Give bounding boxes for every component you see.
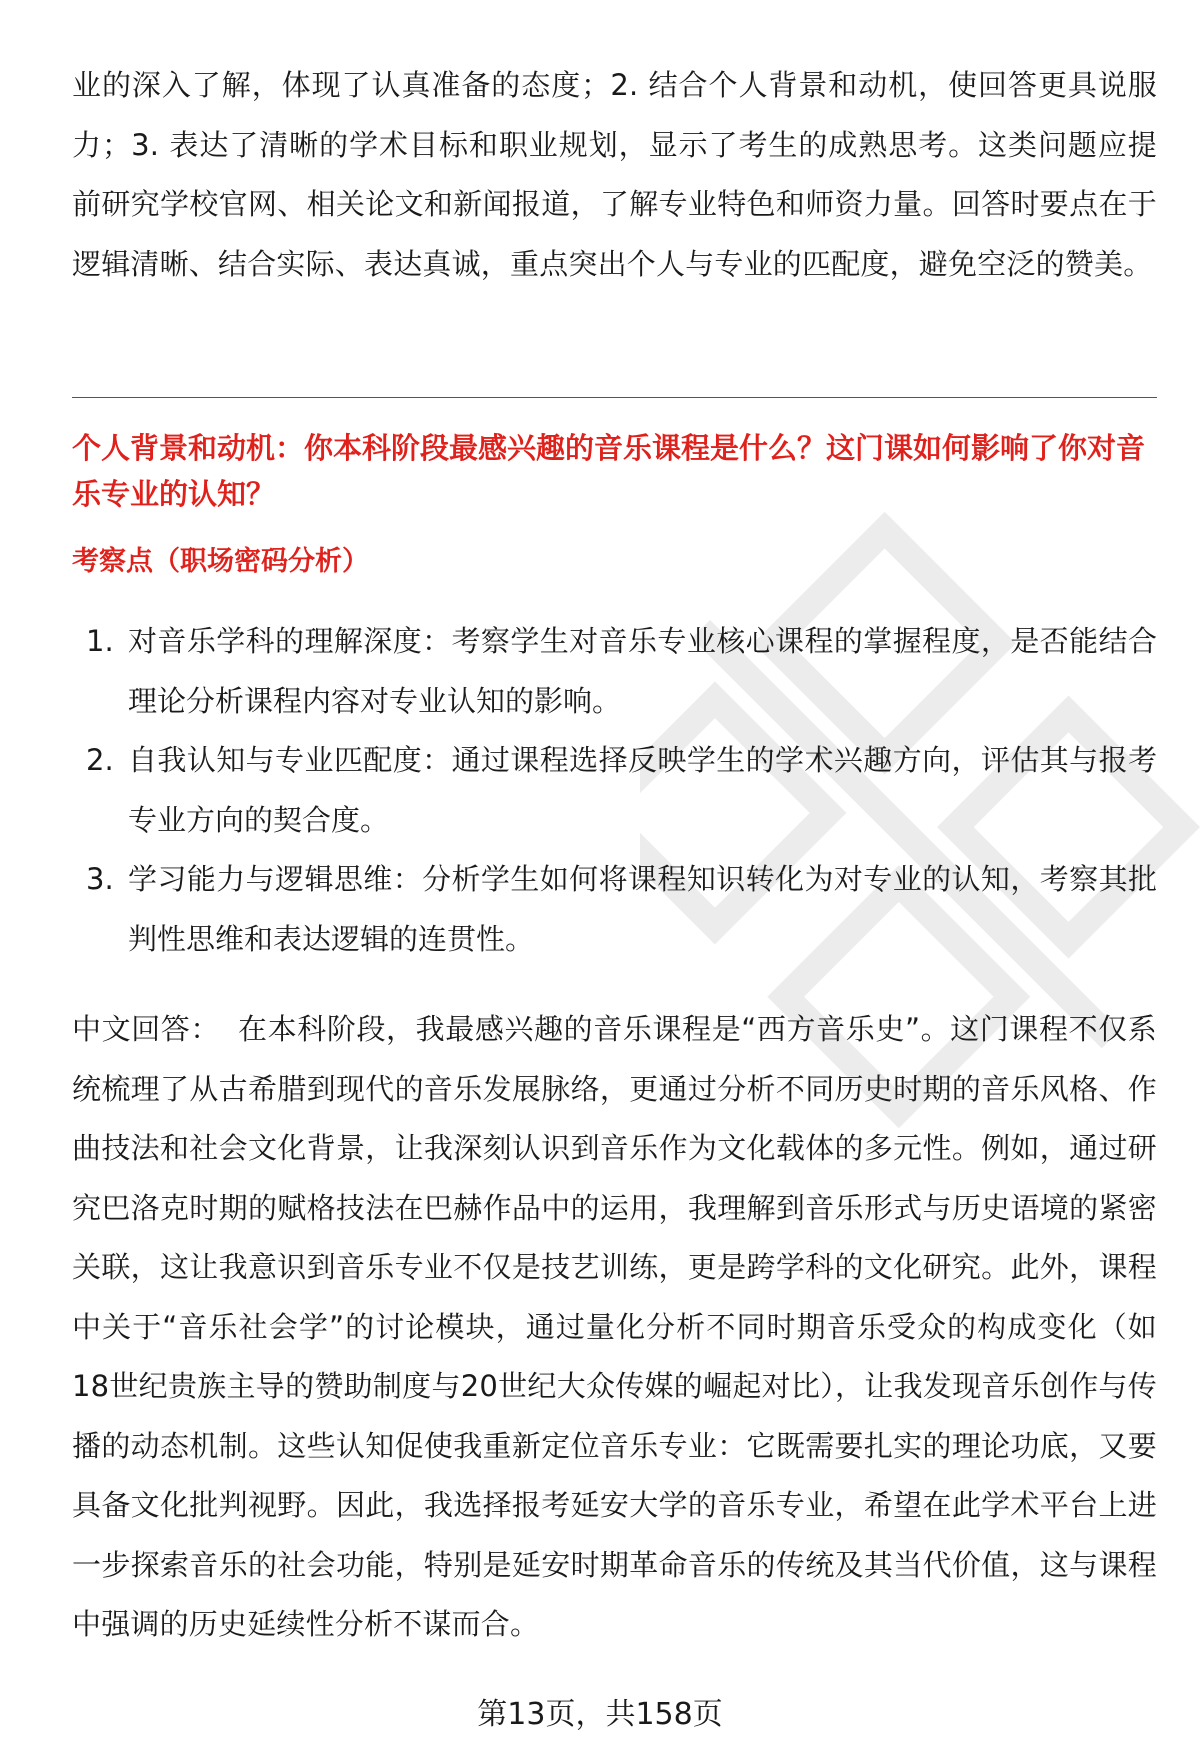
- page-number: 第13页，共158页: [477, 1697, 723, 1732]
- list-item-text: 对音乐学科的理解深度：考察学生对音乐专业核心课程的掌握程度，是否能结合理论分析课程内容对专业认知的影响。: [128, 624, 1157, 718]
- question-heading: 个人背景和动机：你本科阶段最感兴趣的音乐课程是什么？这门课如何影响了你对音乐专业的认知？: [72, 431, 1146, 511]
- intro-paragraph: 业的深入了解，体现了认真准备的态度；2. 结合个人背景和动机，使回答更具说服力；3. 表达了清晰的学术目标和职业规划，显示了考生的成熟思考。这类问题应提前研究学校官网、相关论文和新闻报道，了解专业特色和师资力量。回答时要点在于逻辑清晰、结合实际、表达真诚，重点突出个人与专业的匹配度，避免空泛的赞美。: [72, 68, 1157, 281]
- answer-section: [72, 1000, 1157, 1655]
- intro-section: [72, 56, 1157, 294]
- list-item-number: 1.: [86, 624, 114, 658]
- assessment-points-list: [72, 612, 1157, 969]
- list-item-text: 学习能力与逻辑思维：分析学生如何将课程知识转化为对专业的认知，考察其批判性思维和表达逻辑的连贯性。: [128, 862, 1157, 956]
- list-item: [72, 612, 1157, 731]
- list-item: [72, 850, 1157, 969]
- list-item-text: 自我认知与专业匹配度：通过课程选择反映学生的学术兴趣方向，评估其与报考专业方向的契合度。: [128, 743, 1157, 837]
- answer-label: 中文回答：: [72, 1012, 221, 1046]
- assessment-heading: 考察点（职场密码分析）: [72, 546, 369, 577]
- list-item: [72, 731, 1157, 850]
- list-item-number: 3.: [86, 862, 114, 896]
- answer-paragraph: [72, 1000, 1157, 1655]
- list-item-number: 2.: [86, 743, 114, 777]
- answer-text: 在本科阶段，我最感兴趣的音乐课程是“西方音乐史”。这门课程不仅系统梳理了从古希腊到现代的音乐发展脉络，更通过分析不同历史时期的音乐风格、作曲技法和社会文化背景，让我深刻认识到音乐作为文化载体的多元性。例如，通过研究巴洛克时期的赋格技法在巴赫作品中的运用，我理解到音乐形式与历史语境的紧密关联，这让我意识到音乐专业不仅是技艺训练，更是跨学科的文化研究。此外，课程中关于“音乐社会学”的讨论模块，通过量化分析不同时期音乐受众的构成变化（如18世纪贵族主导的赞助制度与20世纪大众传媒的崛起对比），让我发现音乐创作与传播的动态机制。这些认知促使我重新定位音乐专业：它既需要扎实的理论功底，又要具备文化批判视野。因此，我选择报考延安大学的音乐专业，希望在此学术平台上进一步探索音乐的社会功能，特别是延安时期革命音乐的传统及其当代价值，这与课程中强调的历史延续性分析不谋而合。: [72, 1012, 1157, 1641]
- section-divider: [72, 397, 1157, 398]
